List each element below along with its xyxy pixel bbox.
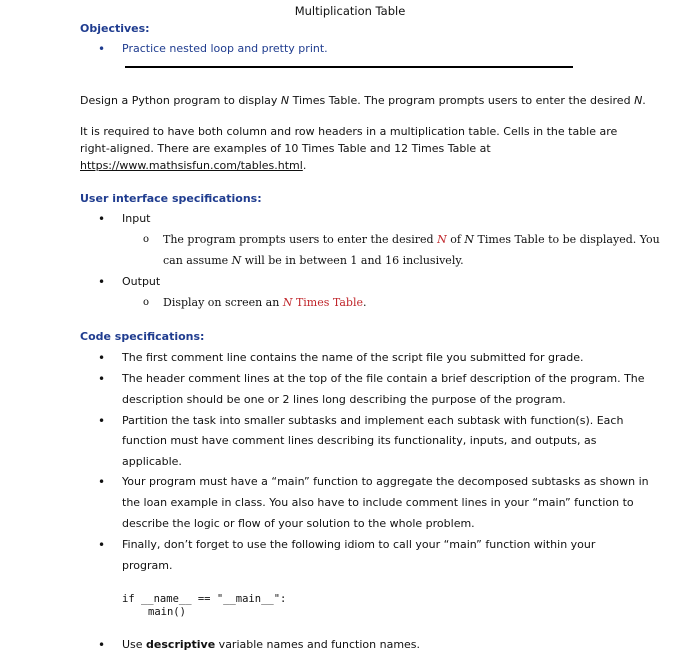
code-spec-5-line-2: program. [122,559,173,572]
input-spec-line-1: o The program prompts users to enter the desired N of N Times Table to be displayed. You [163,233,660,246]
code-line-1: if __name__ == "__main__": [122,593,287,605]
mathsisfun-link[interactable]: https://www.mathsisfun.com/tables.html [80,159,303,172]
code-line-2: main() [148,606,186,618]
code-spec-4-line-1: • Your program must have a “main” function to aggregate the decomposed subtasks as shown in [122,475,649,488]
output-spec-line: o Display on screen an N Times Table. [163,296,367,309]
ui-specs-heading: User interface specifications: [80,192,262,205]
code-spec-2-line-2: description should be one or 2 lines long describing the purpose of the program. [122,393,566,406]
intro-link-line: https://www.mathsisfun.com/tables.html. [80,159,307,172]
code-spec-6: • Use descriptive variable names and function names. [122,638,420,651]
code-spec-4-line-3: describe the logic or flow of your solution to the whole problem. [122,517,475,530]
intro-p2-line-2: right-aligned. There are examples of 10 Times Table and 12 Times Table at [80,142,491,155]
objective-item: • Practice nested loop and pretty print. [122,42,328,55]
code-spec-3-line-3: applicable. [122,455,182,468]
code-specs-heading: Code specifications: [80,330,205,343]
output-label: • Output [122,275,160,288]
code-spec-2-line-1: • The header comment lines at the top of the file contain a brief description of the program. The [122,372,645,385]
intro-p2-line-1: It is required to have both column and row headers in a multiplication table. Cells in the table are [80,125,618,138]
objectives-heading: Objectives: [80,22,150,35]
input-label: • Input [122,212,150,225]
code-spec-3-line-2: function must have comment lines describing its functionality, inputs, and outputs, as [122,434,597,447]
code-spec-5-line-1: • Finally, don’t forget to use the following idiom to call your “main” function within your [122,538,595,551]
code-spec-4-line-2: the loan example in class. You also have to include comment lines in your “main” function to [122,496,634,509]
intro-line-1: Design a Python program to display N Times Table. The program prompts users to enter the desired N. [80,94,646,107]
page-title: Multiplication Table [294,4,406,18]
code-spec-3-line-1: • Partition the task into smaller subtasks and implement each subtask with function(s). Each [122,414,623,427]
code-spec-1: • The first comment line contains the name of the script file you submitted for grade. [122,351,584,364]
input-spec-line-2: can assume N will be in between 1 and 16 inclusively. [163,254,464,267]
horizontal-rule [125,66,573,68]
